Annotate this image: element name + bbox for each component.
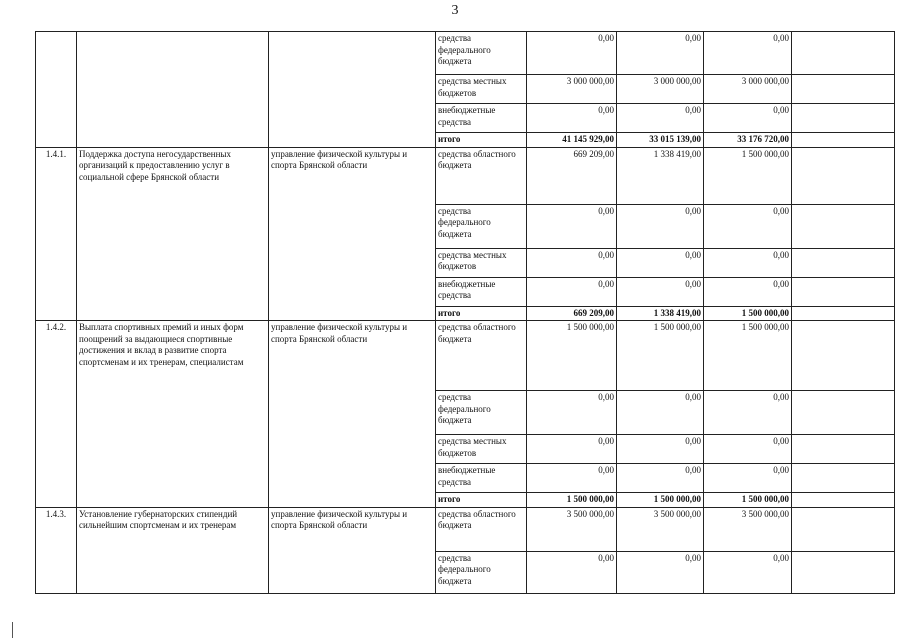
budget-table	[35, 31, 895, 594]
note-cell	[792, 104, 895, 133]
funding-source: средства федерального бюджета	[436, 391, 527, 435]
amount-year-1: 3 000 000,00	[527, 75, 617, 104]
amount-year-2: 0,00	[617, 435, 704, 464]
note-cell	[792, 75, 895, 104]
amount-year-3: 3 000 000,00	[704, 75, 792, 104]
measure-executor: управление физической культуры и спорта Брянской области	[269, 321, 436, 508]
note-cell	[792, 321, 895, 391]
table-row	[36, 507, 895, 551]
amount-year-3: 1 500 000,00	[704, 321, 792, 391]
note-cell	[792, 435, 895, 464]
note-cell	[792, 147, 895, 204]
funding-source: средства федерального бюджета	[436, 32, 527, 75]
amount-year-3: 0,00	[704, 277, 792, 306]
executor-cell	[269, 32, 436, 148]
amount-year-3: 3 500 000,00	[704, 507, 792, 551]
amount-year-3: 0,00	[704, 435, 792, 464]
note-cell	[792, 464, 895, 493]
funding-source: внебюджетные средства	[436, 464, 527, 493]
amount-year-2: 33 015 139,00	[617, 133, 704, 148]
note-cell	[792, 493, 895, 508]
total-label: итого	[436, 306, 527, 321]
amount-year-1: 0,00	[527, 277, 617, 306]
amount-year-1: 0,00	[527, 464, 617, 493]
funding-source: внебюджетные средства	[436, 104, 527, 133]
amount-year-2: 0,00	[617, 277, 704, 306]
note-cell	[792, 551, 895, 593]
amount-year-1: 0,00	[527, 248, 617, 277]
amount-year-2: 3 500 000,00	[617, 507, 704, 551]
amount-year-3: 33 176 720,00	[704, 133, 792, 148]
amount-year-2: 1 500 000,00	[617, 493, 704, 508]
table-row	[36, 147, 895, 204]
amount-year-2: 0,00	[617, 248, 704, 277]
table-body	[36, 32, 895, 594]
amount-year-3: 1 500 000,00	[704, 493, 792, 508]
margin-mark	[12, 622, 13, 638]
amount-year-1: 3 500 000,00	[527, 507, 617, 551]
amount-year-3: 1 500 000,00	[704, 306, 792, 321]
total-label: итого	[436, 133, 527, 148]
amount-year-2: 0,00	[617, 32, 704, 75]
amount-year-3: 0,00	[704, 391, 792, 435]
note-cell	[792, 32, 895, 75]
amount-year-2: 1 338 419,00	[617, 306, 704, 321]
note-cell	[792, 306, 895, 321]
funding-source: средства областного бюджета	[436, 507, 527, 551]
note-cell	[792, 204, 895, 248]
note-cell	[792, 133, 895, 148]
funding-source: внебюджетные средства	[436, 277, 527, 306]
funding-source: средства федерального бюджета	[436, 551, 527, 593]
table-row	[36, 321, 895, 391]
amount-year-1: 0,00	[527, 435, 617, 464]
amount-year-2: 0,00	[617, 464, 704, 493]
amount-year-3: 0,00	[704, 551, 792, 593]
amount-year-1: 41 145 929,00	[527, 133, 617, 148]
note-cell	[792, 507, 895, 551]
amount-year-2: 0,00	[617, 551, 704, 593]
amount-year-2: 1 500 000,00	[617, 321, 704, 391]
amount-year-1: 0,00	[527, 104, 617, 133]
funding-source: средства местных бюджетов	[436, 435, 527, 464]
amount-year-1: 0,00	[527, 32, 617, 75]
name-cell	[77, 32, 269, 148]
amount-year-2: 1 338 419,00	[617, 147, 704, 204]
funding-source: средства областного бюджета	[436, 147, 527, 204]
funding-source: средства областного бюджета	[436, 321, 527, 391]
measure-executor: управление физической культуры и спорта Брянской области	[269, 147, 436, 321]
measure-executor: управление физической культуры и спорта Брянской области	[269, 507, 436, 593]
amount-year-3: 0,00	[704, 32, 792, 75]
amount-year-3: 1 500 000,00	[704, 147, 792, 204]
amount-year-1: 0,00	[527, 204, 617, 248]
code-cell	[36, 32, 77, 148]
amount-year-3: 0,00	[704, 204, 792, 248]
amount-year-1: 1 500 000,00	[527, 493, 617, 508]
amount-year-2: 0,00	[617, 204, 704, 248]
amount-year-2: 3 000 000,00	[617, 75, 704, 104]
amount-year-3: 0,00	[704, 248, 792, 277]
table-row	[36, 32, 895, 75]
measure-code: 1.4.3.	[36, 507, 77, 593]
amount-year-3: 0,00	[704, 464, 792, 493]
funding-source: средства федерального бюджета	[436, 204, 527, 248]
note-cell	[792, 391, 895, 435]
amount-year-1: 0,00	[527, 391, 617, 435]
measure-code: 1.4.1.	[36, 147, 77, 321]
amount-year-1: 669 209,00	[527, 306, 617, 321]
amount-year-2: 0,00	[617, 104, 704, 133]
page-number: 3	[451, 3, 459, 18]
amount-year-2: 0,00	[617, 391, 704, 435]
measure-code: 1.4.2.	[36, 321, 77, 508]
measure-name: Выплата спортивных премий и иных форм поощрений за выдающиеся спортивные достижения и вклад в развитие спорта спортсменам и их тренерам, специалистам	[77, 321, 269, 508]
measure-name: Поддержка доступа негосударственных организаций к предоставлению услуг в социальной сфере Брянской области	[77, 147, 269, 321]
amount-year-1: 669 209,00	[527, 147, 617, 204]
total-label: итого	[436, 493, 527, 508]
note-cell	[792, 248, 895, 277]
amount-year-1: 0,00	[527, 551, 617, 593]
funding-source: средства местных бюджетов	[436, 248, 527, 277]
amount-year-1: 1 500 000,00	[527, 321, 617, 391]
measure-name: Установление губернаторских стипендий сильнейшим спортсменам и их тренерам	[77, 507, 269, 593]
funding-source: средства местных бюджетов	[436, 75, 527, 104]
note-cell	[792, 277, 895, 306]
amount-year-3: 0,00	[704, 104, 792, 133]
